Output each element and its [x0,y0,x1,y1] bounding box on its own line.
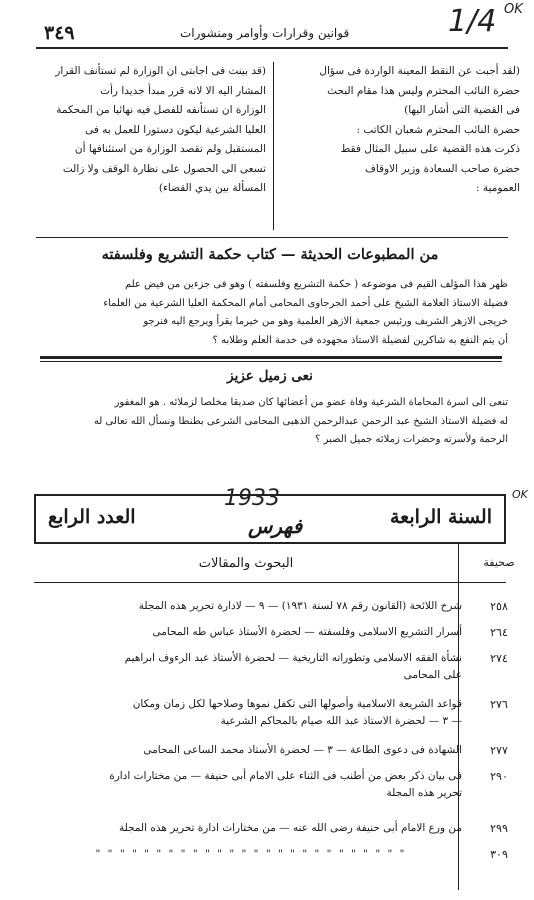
left-line: المستقبل ولم تقصد الوزارة من استئنافها أن [74,143,266,155]
publications-body [30,276,508,350]
double-rule-top [40,356,502,359]
toc-row [40,820,524,844]
running-title: قوانين وقرارات وأوامر ومنشورات [180,26,350,40]
toc-entry-line: فى بيان ذكر بعض من أطنب فى الثناء على الامام أبى حنيفة — من مختارات ادارة [109,770,462,782]
header-rule [36,47,508,49]
toc-row [40,846,524,870]
publications-line: أن يتم النفع به شاكرين لفضيلة الاستاذ مجهوده فى خدمة العلم وطلابه ؟ [212,334,508,346]
right-line: حضرة النائب المحترم شعبان الكاتب : [356,123,520,136]
double-rule-bottom [40,361,502,362]
toc-page-number: ٢٧٧ [490,744,508,757]
toc-page-number: ٢٩٠ [490,770,508,783]
toc-entry-title [40,650,462,684]
left-column [34,62,266,199]
toc-header-rule [34,582,506,583]
toc-row [40,742,524,766]
toc-entry-title [40,742,462,759]
issue-label: العدد الرابع [48,506,136,528]
right-line: (لقد أجبت عن النقط المعينة الواردة فى سؤال [319,65,520,77]
obituary-line: له فضيلة الاستاذ الشيخ عبد الرحمن عبدالرحمن الذهبى المحامى الشرعى بطنطا ونسأل الله تعالى له [93,415,508,427]
toc-entry-line: — ٣ — لحضرة الاستاذ عبد الله صيام بالمحاكم الشرعية [220,715,462,727]
left-line: العليا الشرعية ليكون دستورا للعمل به فى [85,123,266,136]
annual-header-box [34,486,506,544]
toc-page-number: ٢٥٨ [490,600,508,613]
toc-entry-line: أسرار التشريع الاسلامى وفلسفته — لحضرة الأستاذ عباس طه المحامى [152,626,462,638]
toc-entry-line: " " " " " " " " " " " " " " " " " " " " " " " " " " [95,848,407,860]
left-line: الوزارة ان تستأنفه للفصل فيه نهائيا من المحكمة [56,104,266,116]
publications-line: فضيلة الاستاذ العلامة الشيخ على أحمد الجرجاوى المحامى أمام المحكمة العليا الشرعية من العلماء [103,297,508,309]
handwritten-ok-mark: OK [504,2,523,17]
toc-page-number: ٢٧٤ [490,652,508,665]
obituary-heading: نعى زميل عزيز [227,368,313,384]
year-label: السنة الرابعة [389,506,492,528]
column-divider [273,62,274,230]
toc-page-number: ٢٧٦ [490,698,508,711]
toc-page-number: ٢٩٩ [490,822,508,835]
toc-row [40,598,524,622]
obituary-line: الرحمة ولأسرته وحضرات زملائه جميل الصبر ؟ [315,434,508,445]
section-rule [36,237,508,238]
left-line: (قد بينت فى اجابتى ان الوزارة لم تستأنف القرار [55,65,266,77]
toc-entry-title [40,624,462,641]
left-line: المشار اليه الا لانه قرر مبدأ جديدا رأت [100,84,266,97]
toc-entry-title [40,846,462,863]
obituary-line: تنعى الى اسرة المحاماة الشرعية وفاة عضو من أعضائها كان صديقا مخلصا لزملائه . هو المغفور [114,397,508,408]
toc-entry-title [40,820,462,837]
toc-entry-line: نشأة الفقه الاسلامى وتطوراته التاريخية — لحضرة الأستاذ عبد الرءوف ابراهيم [124,652,462,664]
right-line: فى القضية التى أشار اليها) [404,104,520,116]
toc-row [40,768,524,808]
toc-page-number: ٣٠٩ [490,848,508,861]
toc-entry-line: الشهادة فى دعوى الطاعة — ٣ — لحضرة الأستاذ محمد الساعى المحامى [143,744,462,756]
right-line: حضرة النائب المحترم وليس هذا مقام البحث [327,84,520,97]
left-line: المسألة بين يدي القضاء) [158,182,266,194]
index-title: فهرس [248,514,303,538]
publications-line: خريجى الازهر الشريف ورئيس جمعية الازهر العلمية وهو من خيرما يقرأ ويرجع اليه فنرجو [143,316,508,327]
right-column [288,62,520,199]
handwritten-page-mark: 1/4 [448,4,497,39]
right-line: العمومية : [476,182,520,194]
publications-line: ظهر هذا المؤلف القيم فى موضوعه ( حكمة التشريع وفلسفته ) وهو فى جزءين من فيض علم [124,279,508,290]
right-line: ذكرت هذه القضية على سبيل المثال فقط [340,143,520,155]
toc-section-title: البحوث والمقالات [198,556,294,571]
handwritten-ok-mark-2: OK [512,488,528,501]
toc-entry-line: من ورع الامام أبى حنيفة رضى الله عنه — من مختارات ادارة تحرير هذه المجلة [118,822,462,834]
page-number: ٣٤٩ [44,22,75,44]
right-line: حضرة صاحب السعادة وزير الاوقاف [364,162,520,175]
publications-heading: من المطبوعات الحديثة — كتاب حكمة التشريع وفلسفته [101,246,439,263]
toc-entry-title [40,598,462,615]
left-line: تسعى الى الحصول على نظارة الوقف ولا زالت [62,162,266,175]
toc-entry-line: على المحامى [403,669,462,681]
toc-entry-line: قواعد الشريعة الاسلامية وأصولها التى تكفل نموها وصلاحها لكل زمان ومكان [132,698,462,710]
toc-row [40,624,524,648]
toc-entry-line: تحرير هذه المجلة [386,787,462,799]
toc-entry-title [40,696,462,730]
obituary-body [30,394,508,450]
toc-row [40,650,524,690]
toc-row [40,696,524,736]
handwritten-year: 1933 [224,486,280,511]
toc-page-column-header: صحيفة [483,556,515,569]
toc-entry-line: شرح اللائحة (القانون رقم ٧٨ لسنة ١٩٣١) — ٩ — لادارة تحرير هذه المجلة [138,600,462,612]
toc-entry-title [40,768,462,802]
toc-page-number: ٢٦٤ [490,626,508,639]
